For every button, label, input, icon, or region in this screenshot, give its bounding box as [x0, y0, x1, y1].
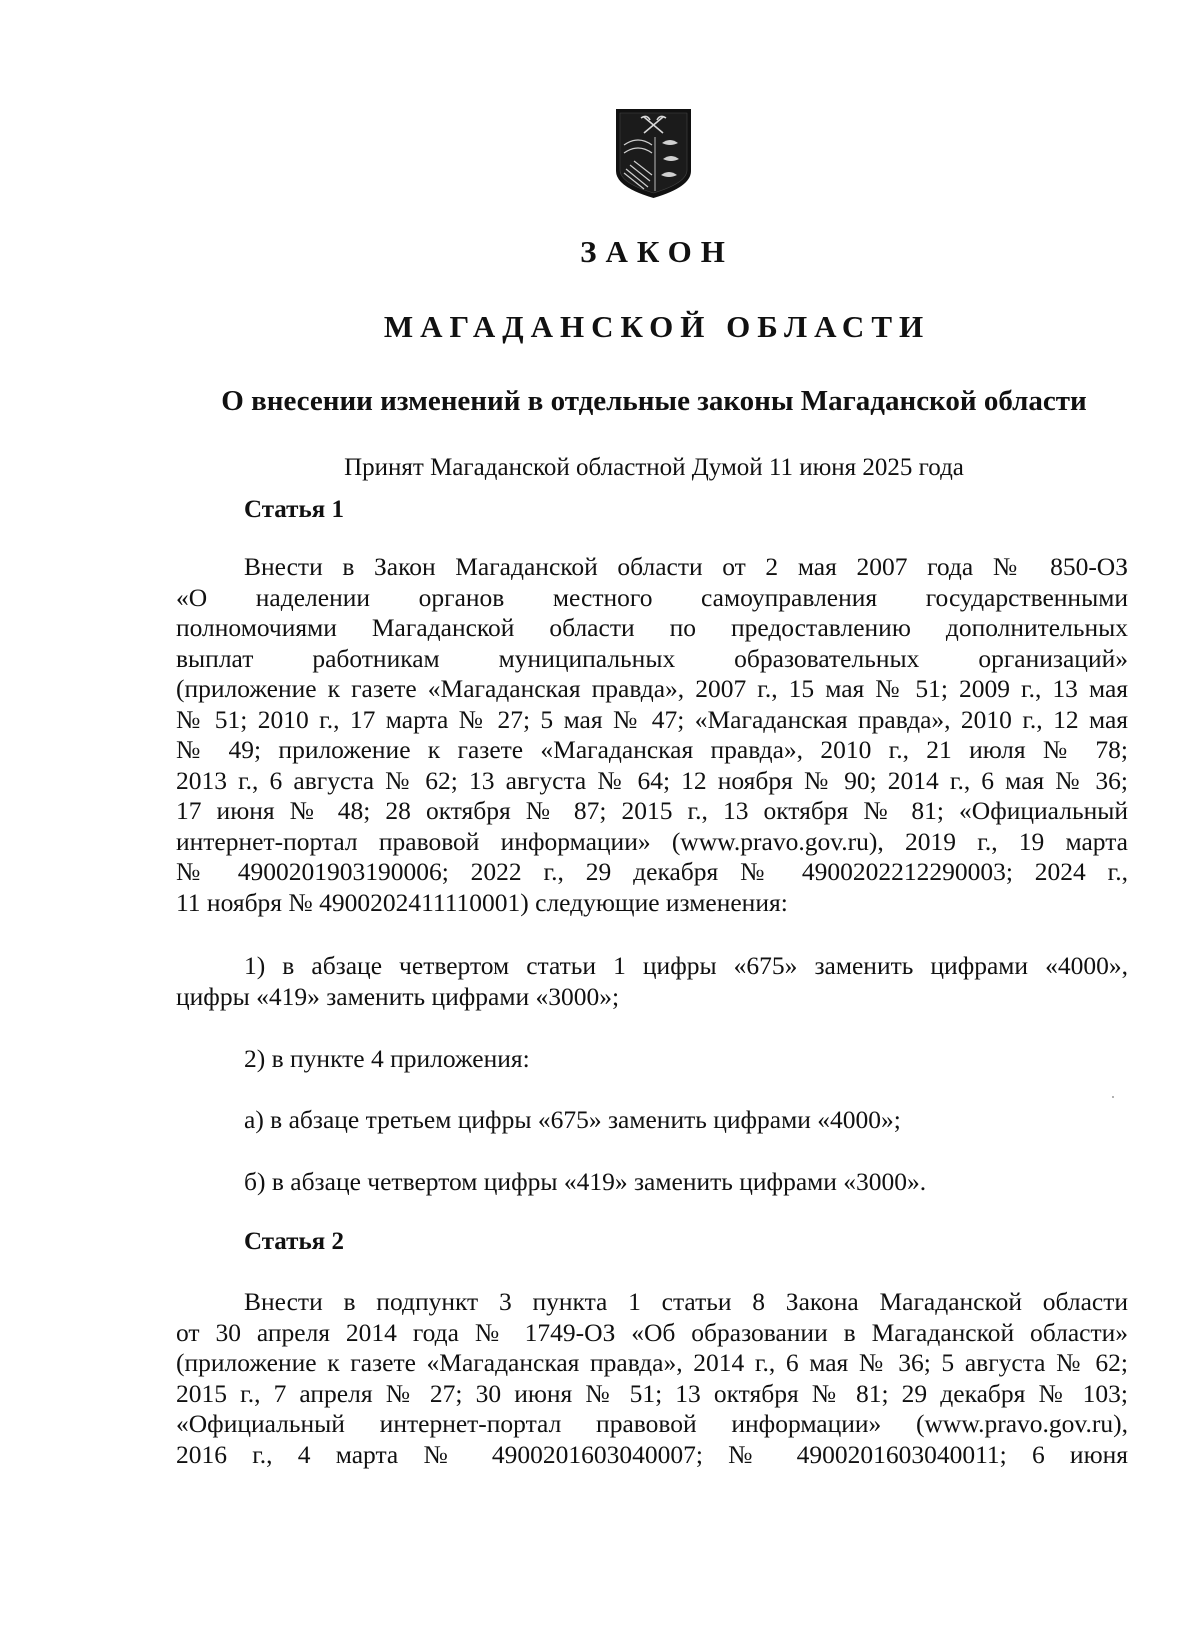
text-line: цифры «419» заменить цифрами «3000»;	[176, 981, 620, 1011]
text-line: № 4900201903190006; 2022 г., 29 декабря № 4900202212290003; 2024 г.,	[176, 857, 1128, 886]
text-line: 11 ноября № 4900202411110001) следующие изменения:	[176, 887, 788, 917]
text-line: выплат работникам муниципальных образовательных организаций»	[176, 643, 1128, 673]
article-1-item-1	[176, 951, 1128, 1012]
law-title: ЗАКОН	[580, 234, 734, 269]
region-title: МАГАДАНСКОЙ ОБЛАСТИ	[383, 309, 931, 344]
text-line: интернет-портал правовой информации» (www.pravo.gov.ru), 2019 г., 19 марта	[176, 826, 1128, 856]
text-line: (приложение к газете «Магаданская правда», 2014 г., 6 мая № 36; 5 августа № 62;	[176, 1348, 1128, 1377]
text-line: 1) в абзаце четвертом статьи 1 цифры «675» заменить цифрами «4000»,	[244, 951, 1128, 980]
article-1-item-2b	[176, 1167, 1128, 1198]
text-line: б) в абзаце четвертом цифры «419» заменить цифрами «3000».	[244, 1167, 927, 1196]
text-line: а) в абзаце третьем цифры «675» заменить цифрами «4000»;	[244, 1105, 901, 1134]
text-line: Внести в Закон Магаданской области от 2 мая 2007 года № 850-ОЗ	[244, 552, 1128, 581]
text-line: 2016 г., 4 марта № 4900201603040007; № 4900201603040011; 6 июня	[176, 1439, 1128, 1469]
article-2-intro	[176, 1287, 1128, 1470]
text-line: от 30 апреля 2014 года № 1749-ОЗ «Об образовании в Магаданской области»	[176, 1317, 1128, 1347]
scan-speck	[1112, 1096, 1114, 1098]
article-1-item-2	[176, 1044, 1128, 1075]
text-line: полномочиями Магаданской области по предоставлению дополнительных	[176, 613, 1128, 642]
adoption-note: Принят Магаданской областной Думой 11 июня 2025 года	[344, 454, 964, 481]
text-line: «Официальный интернет-портал правовой информации» (www.pravo.gov.ru),	[176, 1409, 1128, 1438]
text-line: № 49; приложение к газете «Магаданская правда», 2010 г., 21 июля № 78;	[176, 735, 1128, 764]
article-1-item-2a	[176, 1105, 1128, 1136]
text-line: 17 июня № 48; 28 октября № 87; 2015 г., 13 октября № 81; «Официальный	[176, 796, 1128, 825]
text-line: Внести в подпункт 3 пункта 1 статьи 8 Закона Магаданской области	[244, 1287, 1128, 1316]
text-line: «О наделении органов местного самоуправления государственными	[176, 582, 1128, 612]
article-1-heading: Статья 1	[244, 496, 344, 523]
text-line: 2013 г., 6 августа № 62; 13 августа № 64; 12 ноября № 90; 2014 г., 6 мая № 36;	[176, 765, 1128, 795]
text-line: 2) в пункте 4 приложения:	[244, 1044, 530, 1073]
coat-of-arms-icon	[614, 107, 693, 200]
text-line: (приложение к газете «Магаданская правда», 2007 г., 15 мая № 51; 2009 г., 13 мая	[176, 674, 1128, 703]
document-subject: О внесении изменений в отдельные законы Магаданской области	[221, 385, 1087, 417]
text-line: 2015 г., 7 апреля № 27; 30 июня № 51; 13 октября № 81; 29 декабря № 103;	[176, 1378, 1128, 1408]
text-line: № 51; 2010 г., 17 марта № 27; 5 мая № 47; «Магаданская правда», 2010 г., 12 мая	[176, 704, 1128, 734]
article-1-intro	[176, 552, 1128, 918]
article-2-heading: Статья 2	[244, 1228, 344, 1255]
